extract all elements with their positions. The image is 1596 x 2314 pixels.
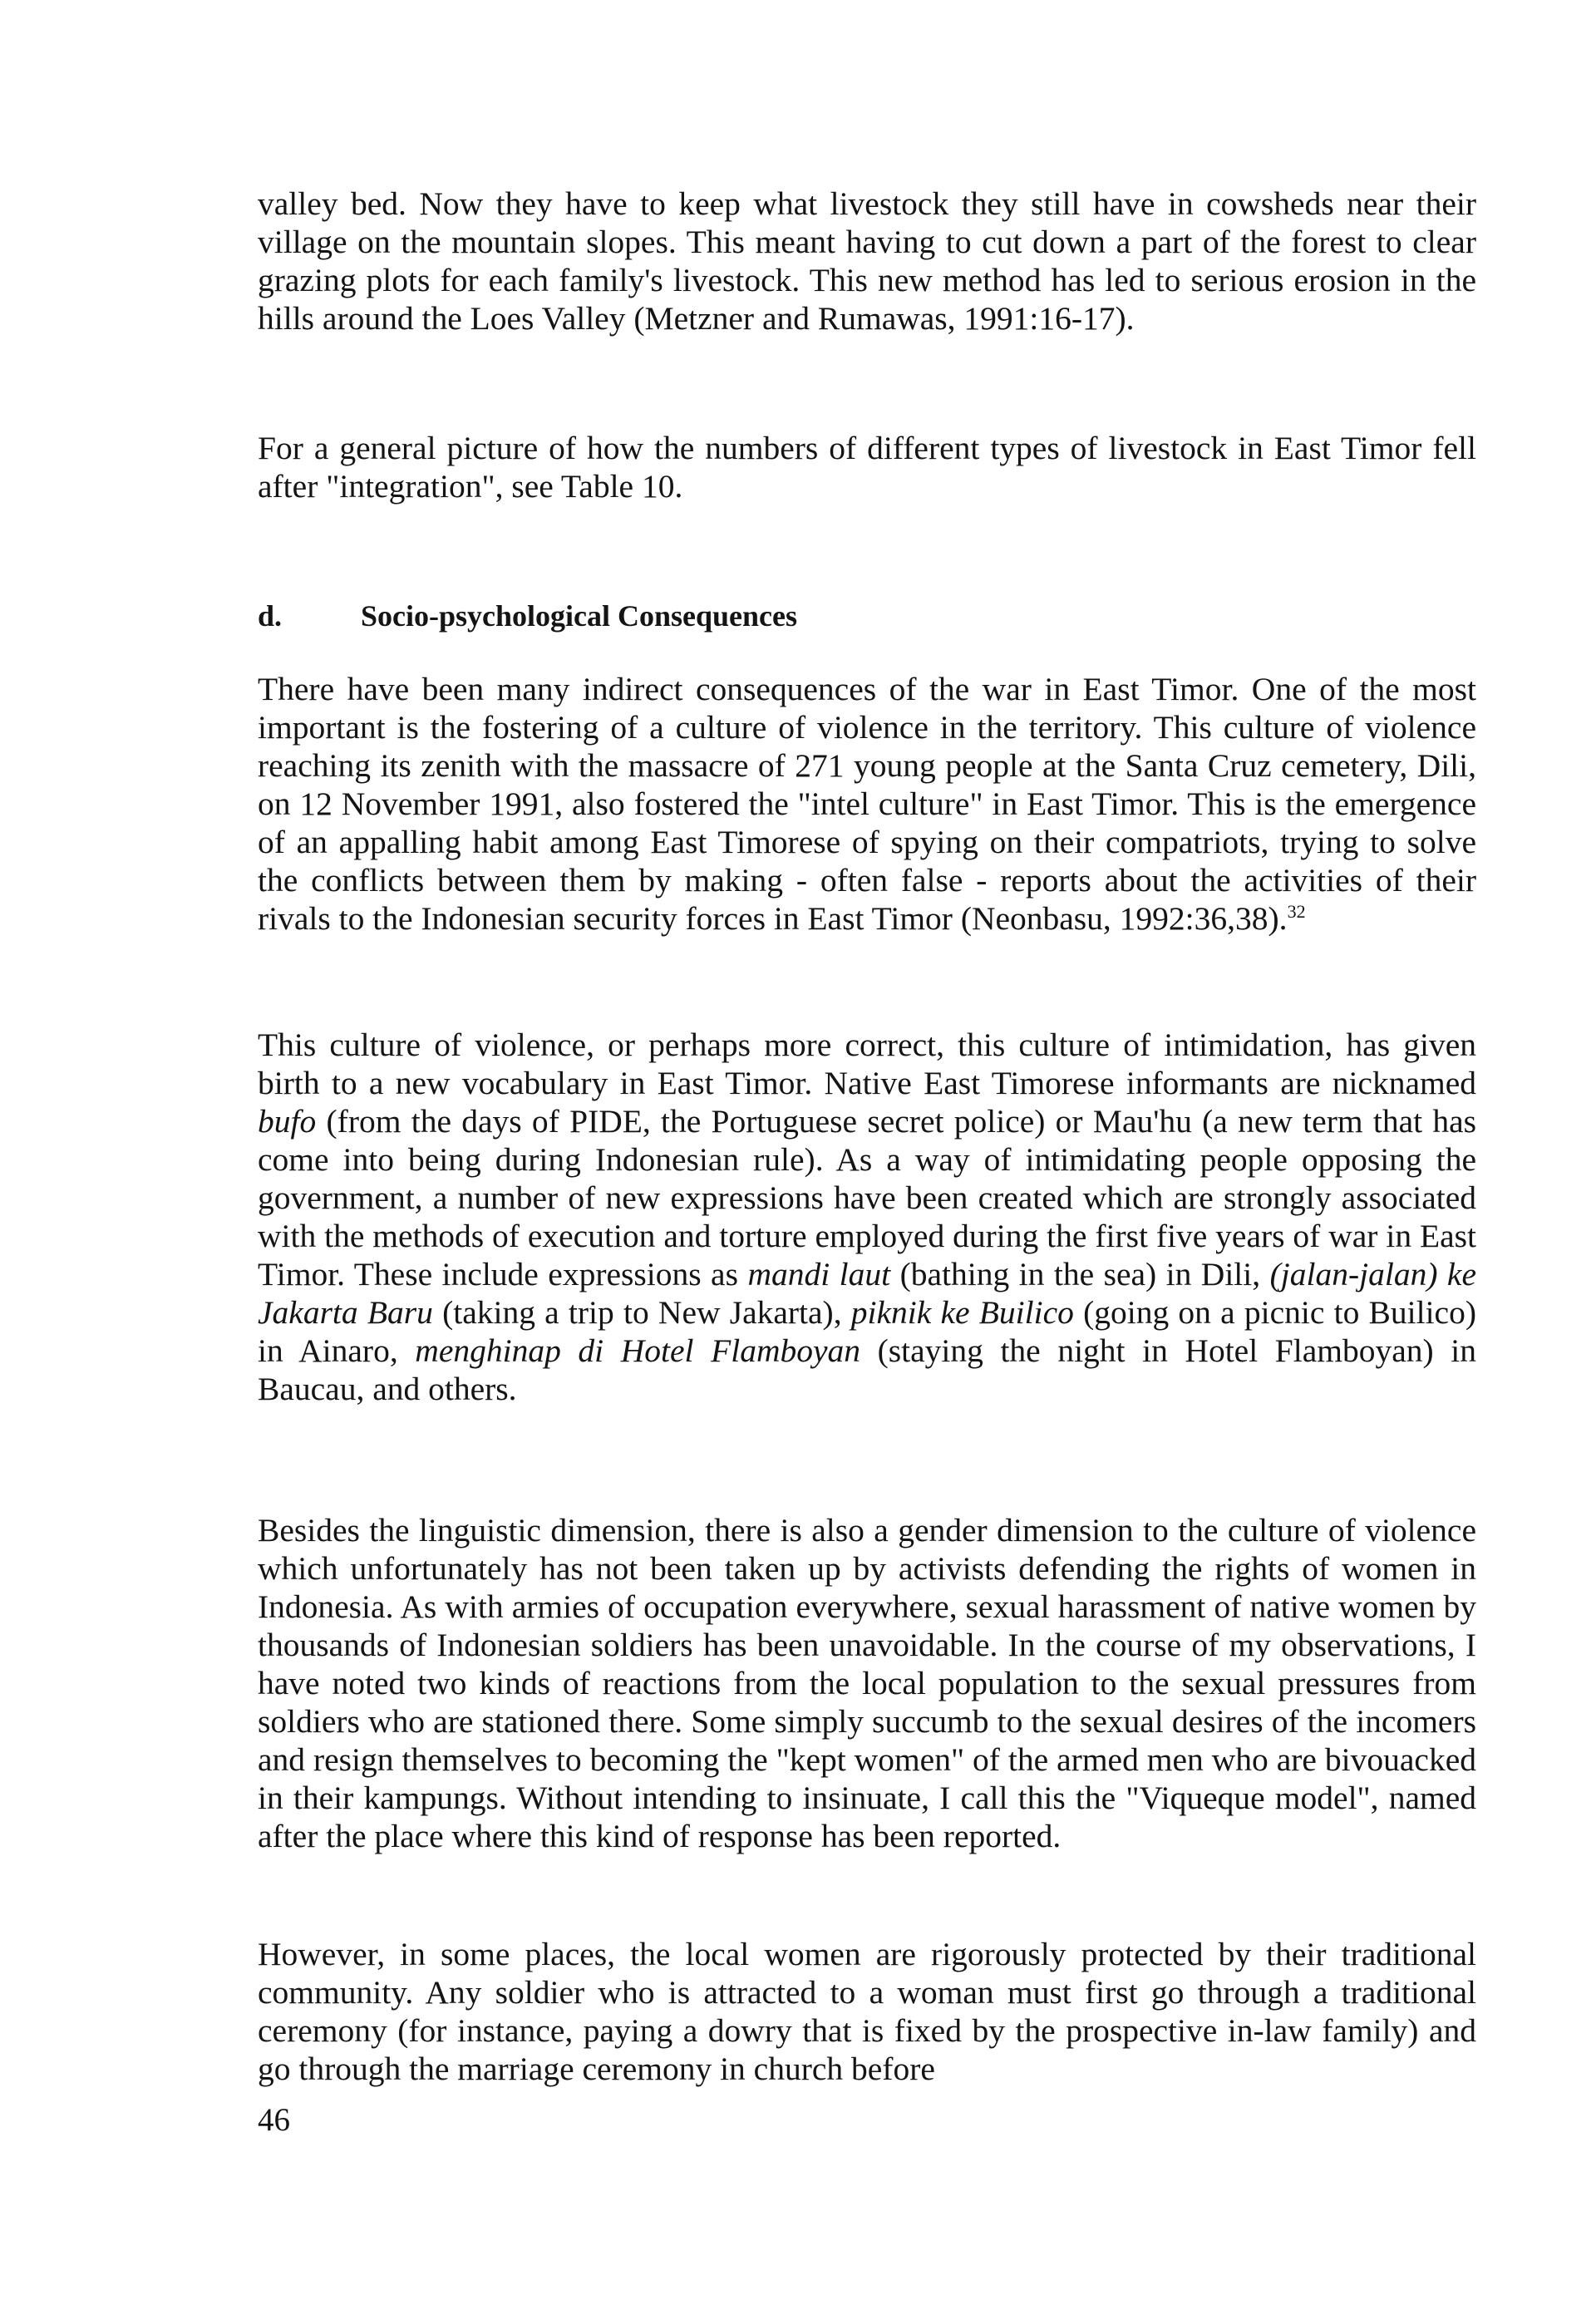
term-mandi-laut: mandi laut: [747, 1256, 891, 1292]
paragraph-livestock-erosion: valley bed. Now they have to keep what livestock they still have in cowsheds near their village on the mountain slopes. This meant having to cut down a part of the forest to clear grazing plots for each family's livestock. This new method has led to serious erosion in the hills around the Loes Valley (Metzner and Rumawas, 1991:16-17).: [258, 185, 1476, 337]
vocabulary-text-5: (going on a picnic to Builico) in Ainaro,: [258, 1294, 1476, 1369]
paragraph-culture-of-violence-text: There have been many indirect consequences of the war in East Timor. One of the most important is the fostering of a culture of violence in the territory. This culture of violence reaching its zenith with the massacre of 271 young people at the Santa Cruz cemetery, Dili, on 12 November 1991, also fostered the "intel culture" in East Timor. This is the emergence of an appalling habit among East Timorese of spying on their compatriots, trying to solve the conflicts between them by making - often false - reports about the activities of their rivals to the Indonesian security forces in East Timor (Neonbasu, 1992:36,38).: [258, 671, 1476, 937]
term-menghinap: menghinap di Hotel Flamboyan: [415, 1332, 861, 1369]
section-heading-title: Socio-psychological Consequences: [361, 599, 798, 633]
term-piknik: piknik ke Builico: [850, 1294, 1074, 1331]
vocabulary-text-2: (from the days of PIDE, the Portuguese secret police) or Mau'hu (a new term that has come into being during Indonesian rule). As a way of intimidating people opposing the government, a number of new expressions have been created which are strongly associated with the methods of execution and torture employed during the first five years of war in East Timor. These include expressions as: [258, 1103, 1476, 1292]
paragraph-traditional-protection: However, in some places, the local women are rigorously protected by their traditional community. Any soldier who is attracted to a woman must first go through a traditional ceremony (for instance, paying a dowry that is fixed by the prospective in-law family) and go through the marriage ceremony in church before: [258, 1936, 1476, 2087]
paragraph-livestock-table-reference: For a general picture of how the numbers of different types of livestock in East Timor fell after "integration", see Table 10.: [258, 430, 1476, 505]
page-number: 46: [258, 2102, 290, 2138]
vocabulary-text-3: (bathing in the sea) in Dili,: [890, 1256, 1270, 1292]
vocabulary-text-4: (taking a trip to New Jakarta),: [432, 1294, 851, 1331]
footnote-reference: 32: [1287, 900, 1306, 922]
paragraph-new-vocabulary: [258, 1026, 1476, 1408]
vocabulary-text-6: (staying the night in Hotel Flamboyan) in Baucau, and others.: [258, 1332, 1476, 1407]
term-bufo: bufo: [258, 1103, 317, 1140]
paragraph-gender-dimension: Besides the linguistic dimension, there is also a gender dimension to the culture of violence which unfortunately has not been taken up by activists defending the rights of women in Indonesia. As with armies of occupation everywhere, sexual harassment of native women by thousands of Indonesian soldiers has been unavoidable. In the course of my observations, I have noted two kinds of reactions from the local population to the sexual pressures from soldiers who are stationed there. Some simply succumb to the sexual desires of the incomers and resign themselves to becoming the "kept women" of the armed men who are bivouacked in their kampungs. Without intending to insinuate, I call this the "Viqueque model", named after the place where this kind of response has been reported.: [258, 1512, 1476, 1854]
section-heading-letter: d.: [258, 599, 283, 633]
term-jalan-jalan: (jalan-jalan) ke Jakarta Baru: [258, 1256, 1476, 1331]
paragraph-culture-of-violence: [258, 670, 1476, 938]
vocabulary-text-1: This culture of violence, or perhaps more correct, this culture of intimidation, has given birth to a new vocabulary in East Timor. Native East Timorese informants are nicknamed: [258, 1027, 1476, 1101]
section-heading: [258, 597, 797, 635]
